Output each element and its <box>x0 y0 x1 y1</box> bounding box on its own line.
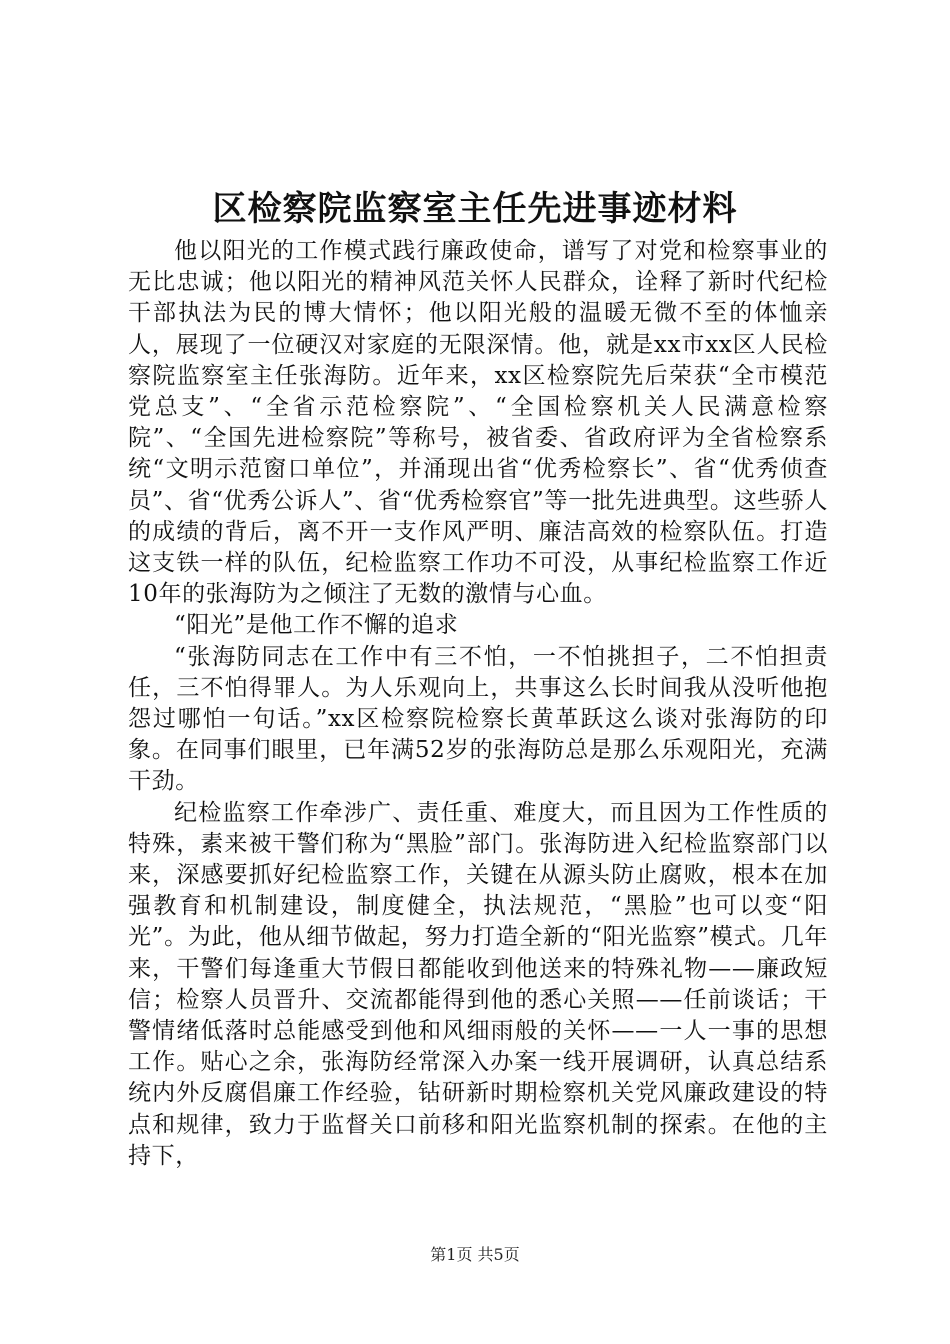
paragraph-work: 纪检监察工作牵涉广、责任重、难度大，而且因为工作性质的特殊，素来被干警们称为“黑脸”部门。张海防进入纪检监察部门以来，深感要抓好纪检监察工作，关键在从源头防止腐败，根本在加强教育和机制建设，制度健全，执法规范，“黑脸”也可以变“阳光”。为此，他从细节做起，努力打造全新的“阳光监察”模式。几年来，干警们每逢重大节假日都能收到他送来的特殊礼物——廉政短信；检察人员晋升、交流都能得到他的悉心关照——任前谈话；干警情绪低落时总能感受到他和风细雨般的关怀——一人一事的思想工作。贴心之余，张海防经常深入办案一线开展调研，认真总结系统内外反腐倡廉工作经验，钻研新时期检察机关党风廉政建设的特点和规律，致力于监督关口前移和阳光监察机制的探索。在他的主持下， <box>128 799 828 1169</box>
document-body <box>128 236 828 1172</box>
document-title: 区检察院监察室主任先进事迹材料 <box>212 189 738 229</box>
paragraph-intro: 他以阳光的工作模式践行廉政使命，谱写了对党和检察事业的无比忠诚；他以阳光的精神风范关怀人民群众，诠释了新时代纪检干部执法为民的博大情怀；他以阳光般的温暖无微不至的体恤亲人，展现了一位硬汉对家庭的无限深情。他，就是xx市xx区人民检察院监察室主任张海防。近年来，xx区检察院先后荣获“全市模范党总支”、“全省示范检察院”、“全国检察机关人民满意检察院”、“全国先进检察院”等称号，被省委、省政府评为全省检察系统“文明示范窗口单位”，并涌现出省“优秀检察长”、省“优秀侦查员”、省“优秀公诉人”、省“优秀检察官”等一批先进典型。这些骄人的成绩的背后，离不开一支作风严明、廉洁高效的检察队伍。打造这支铁一样的队伍，纪检监察工作功不可没，从事纪检监察工作近10年的张海防为之倾注了无数的激情与心血。 <box>128 238 828 608</box>
paragraph-quote: “张海防同志在工作中有三不怕，一不怕挑担子，二不怕担责任，三不怕得罪人。为人乐观向上，共事这么长时间我从没听他抱怨过哪怕一句话。”xx区检察院检察长黄革跃这么谈对张海防的印象。在同事们眼里，已年满52岁的张海防总是那么乐观阳光，充满干劲。 <box>128 643 828 795</box>
page-number-footer: 第1页 共5页 <box>430 1245 520 1264</box>
section-heading: “阳光”是他工作不懈的追求 <box>174 612 459 639</box>
